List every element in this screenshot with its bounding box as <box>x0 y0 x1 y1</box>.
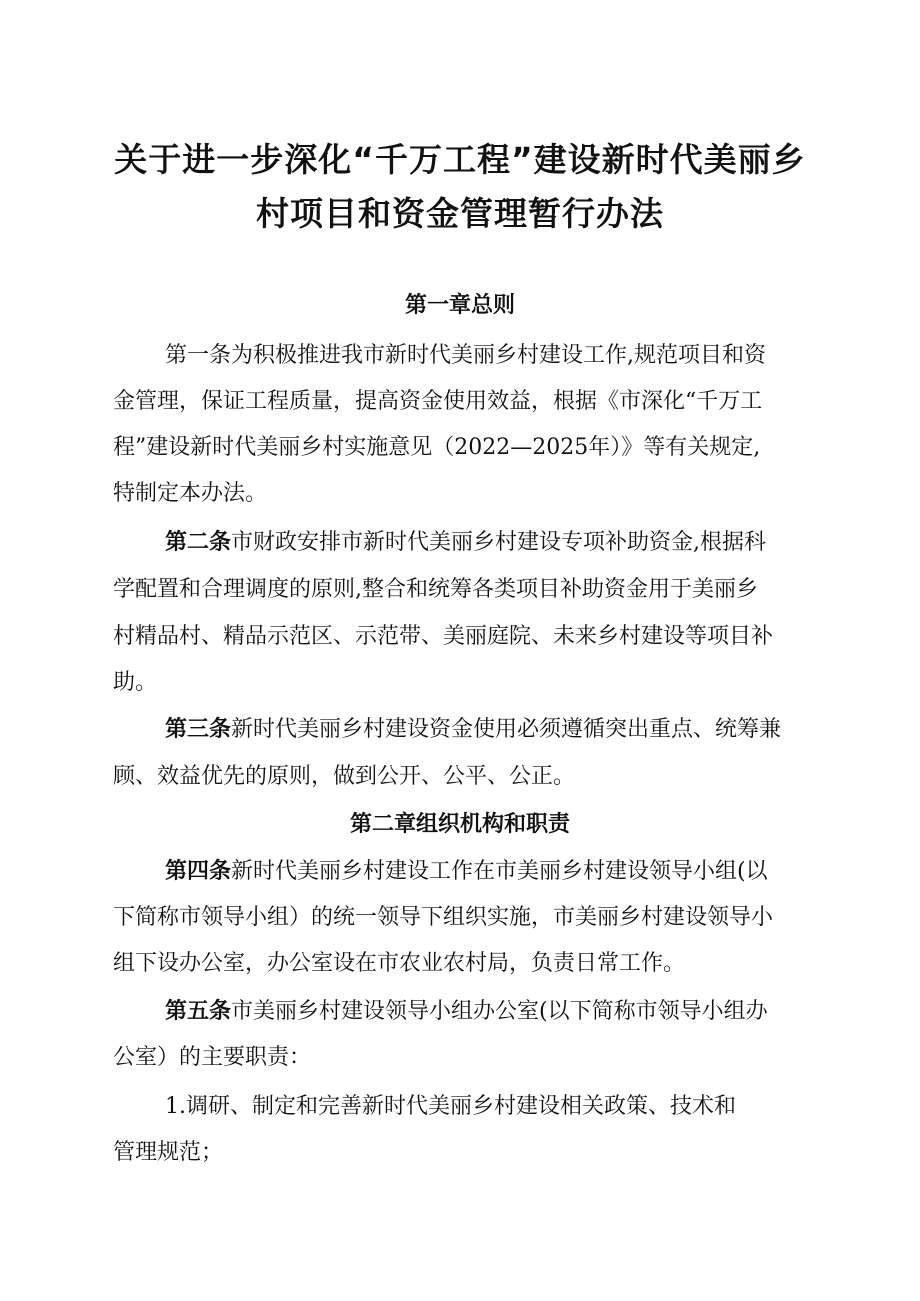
article-1-line: 第一条为积极推进我市新时代美丽乡村建设工作,规范项目和资 <box>165 343 766 368</box>
article-1-line: 特制定本办法。 <box>113 481 268 506</box>
article-4-label: 第四条 <box>165 859 232 884</box>
article-5-line: 市美丽乡村建设领导小组办公室(以下简称市领导小组办 <box>231 999 768 1024</box>
duty-item-line: 1.调研、制定和完善新时代美丽乡村建设相关政策、技术和 <box>165 1094 736 1119</box>
article-4-line: 新时代美丽乡村建设工作在市美丽乡村建设领导小组(以 <box>231 859 768 884</box>
article-3-first-line <box>165 715 781 745</box>
article-4-line: 下简称市领导小组）的统一领导下组织实施，市美丽乡村建设领导小 <box>113 905 774 930</box>
article-4-line: 组下设办公室，办公室设在市农业农村局，负责日常工作。 <box>113 951 686 976</box>
chapter-1-heading: 第一章总则 <box>404 293 515 318</box>
article-1-line: 金管理，保证工程质量，提高资金使用效益，根据《市深化“千万工 <box>113 389 763 414</box>
article-3-line: 顾、效益优先的原则，做到公开、公平、公正。 <box>113 764 576 789</box>
article-2-line: 学配置和合理调度的原则,整合和统筹各类项目补助资金用于美丽乡 <box>113 577 758 602</box>
article-2-line: 助。 <box>113 670 158 695</box>
article-5-line: 公室）的主要职责： <box>113 1045 312 1070</box>
chapter-2-heading: 第二章组织机构和职责 <box>349 812 570 837</box>
document-title-line-2: 村项目和资金管理暂行办法 <box>256 194 664 233</box>
article-5-label: 第五条 <box>165 999 232 1024</box>
article-2-line: 市财政安排市新时代美丽乡村建设专项补助资金,根据科 <box>231 530 767 555</box>
article-3-line: 新时代美丽乡村建设资金使用必须遵循突出重点、统筹兼 <box>231 717 782 742</box>
duty-item-line: 管理规范； <box>113 1140 224 1165</box>
article-3-label: 第三条 <box>165 717 232 742</box>
article-4-first-line <box>165 857 768 887</box>
article-2-first-line <box>165 528 766 558</box>
article-2-label: 第二条 <box>165 530 232 555</box>
document-title-line-1: 关于进一步深化“千万工程”建设新时代美丽乡 <box>114 140 806 179</box>
article-1-line: 程”建设新时代美丽乡村实施意见（2022—2025年）》等有关规定, <box>113 435 761 460</box>
article-5-first-line <box>165 997 768 1027</box>
article-2-line: 村精品村、精品示范区、示范带、美丽庭院、未来乡村建设等项目补 <box>113 624 774 649</box>
